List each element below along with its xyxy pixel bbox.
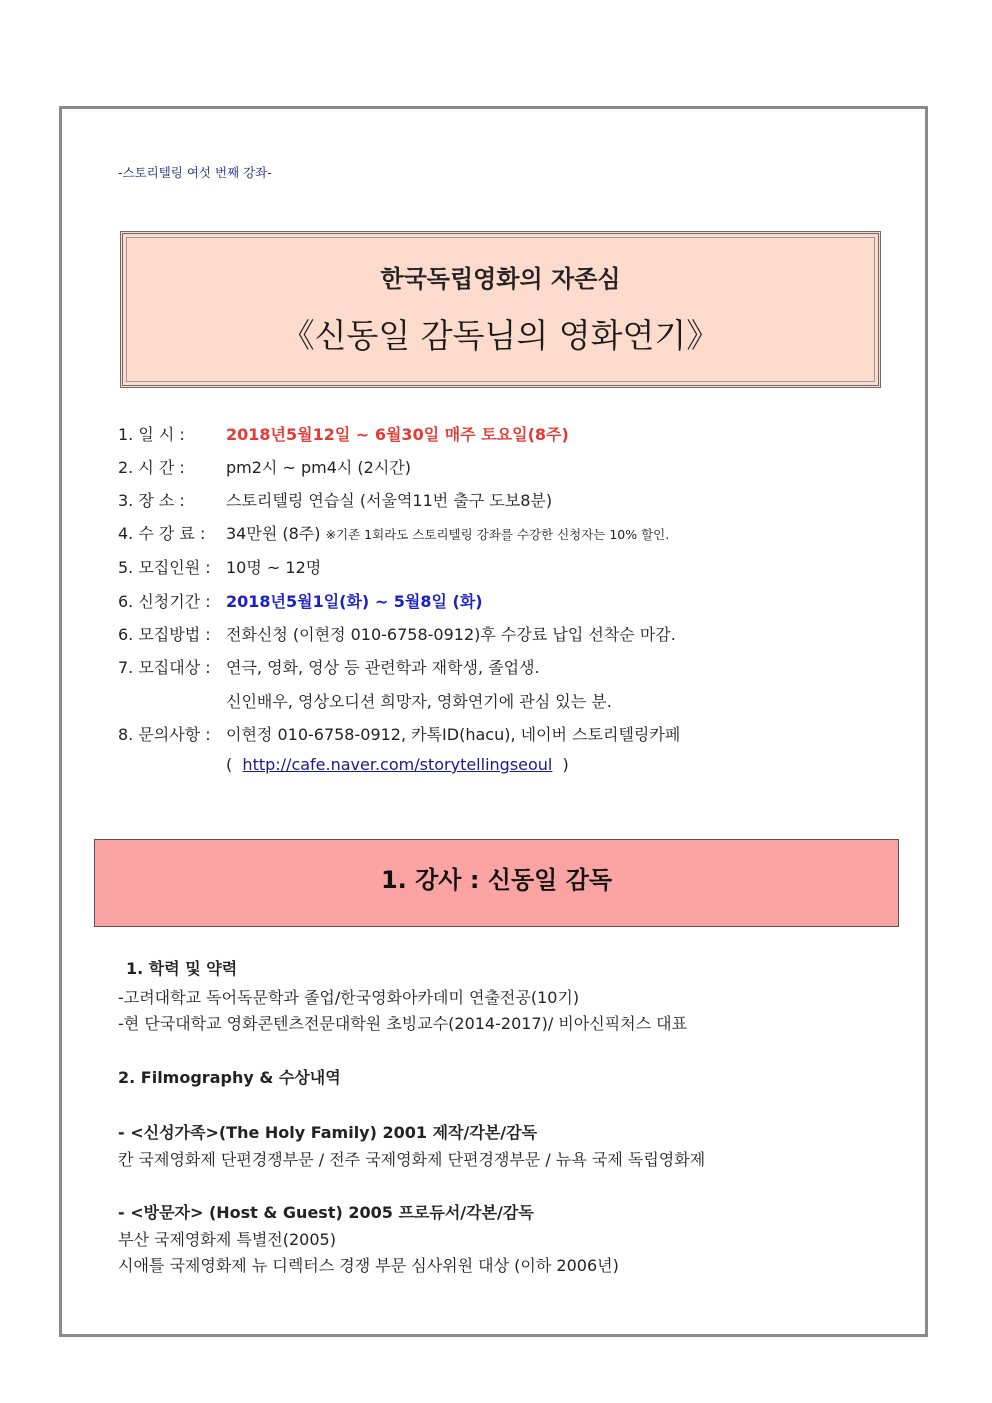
film-award-line: 칸 국제영화제 단편경쟁부문 / 전주 국제영화제 단편경쟁부문 / 뉴욕 국제 독립영화제: [118, 1150, 706, 1169]
info-row-date: [118, 422, 569, 445]
title-line-2: 《신동일 감독님의 영화연기》: [281, 316, 720, 355]
info-row-link: [226, 755, 569, 774]
info-row-contact: [118, 722, 680, 745]
info-row-fee: [118, 521, 669, 544]
lecture-subtitle: -스토리텔링 여섯 번째 강좌-: [118, 165, 272, 180]
info-label: 5. 모집인원 :: [118, 558, 211, 577]
info-label: 2. 시 간 :: [118, 458, 185, 477]
film-award-line: 시애틀 국제영화제 뉴 디렉터스 경쟁 부문 심사위원 대상 (이하 2006년): [118, 1256, 619, 1275]
filmography-heading: 2. Filmography & 수상내역: [118, 1068, 341, 1087]
info-label: 8. 문의사항 :: [118, 725, 211, 744]
info-row-time: [118, 455, 411, 478]
info-row-place: [118, 488, 552, 511]
info-row-apply-period: [118, 589, 483, 612]
info-label: 1. 일 시 :: [118, 425, 185, 444]
info-value: 2018년5월12일 ~ 6월30일 매주 토요일(8주): [226, 425, 569, 444]
link-close-paren: ): [562, 755, 569, 774]
info-label: 3. 장 소 :: [118, 491, 185, 510]
edu-heading: 1. 학력 및 약력: [126, 959, 238, 978]
info-value: 연극, 영화, 영상 등 관련학과 재학생, 졸업생.: [226, 658, 540, 677]
info-value: pm2시 ~ pm4시 (2시간): [226, 458, 411, 477]
edu-line: -현 단국대학교 영화콘텐츠전문대학원 초빙교수(2014-2017)/ 비아신픽처스 대표: [118, 1014, 688, 1033]
info-row-apply-method: [118, 622, 676, 645]
film-title: - <신성가족>(The Holy Family) 2001 제작/각본/감독: [118, 1123, 538, 1142]
info-label: 6. 신청기간 :: [118, 592, 211, 611]
info-value: 34만원 (8주): [226, 524, 321, 543]
info-value: 전화신청 (이현정 010-6758-0912)후 수강료 납입 선착순 마감.: [226, 625, 676, 644]
instructor-heading: 1. 강사 : 신동일 감독: [380, 866, 613, 894]
info-value: 10명 ~ 12명: [226, 558, 322, 577]
info-value: 스토리텔링 연습실 (서울역11번 출구 도보8분): [226, 491, 553, 510]
info-label: 7. 모집대상 :: [118, 658, 211, 677]
info-row-target: [118, 655, 540, 678]
info-note: ※기존 1회라도 스토리텔링 강좌를 수강한 신청자는 10% 할인.: [325, 527, 670, 542]
instructor-heading-box: [94, 839, 899, 927]
film-title: - <방문자> (Host & Guest) 2005 프로듀서/각본/감독: [118, 1203, 534, 1222]
film-award-line: 부산 국제영화제 특별전(2005): [118, 1230, 336, 1249]
title-line-1: 한국독립영화의 자존심: [380, 265, 621, 293]
info-row-target-cont: 신인배우, 영상오디션 희망자, 영화연기에 관심 있는 분.: [226, 692, 612, 711]
link-open-paren: (: [226, 755, 233, 774]
info-label: 6. 모집방법 :: [118, 625, 211, 644]
info-value: 이현정 010-6758-0912, 카톡ID(hacu), 네이버 스토리텔링카페: [226, 725, 681, 744]
info-value: 2018년5월1일(화) ~ 5월8일 (화): [226, 592, 483, 611]
edu-line: -고려대학교 독어독문학과 졸업/한국영화아카데미 연출전공(10기): [118, 988, 580, 1007]
info-row-capacity: [118, 555, 321, 578]
info-label: 4. 수 강 료 :: [118, 524, 206, 543]
cafe-link[interactable]: http://cafe.naver.com/storytellingseoul: [242, 755, 553, 774]
title-box: [120, 231, 881, 388]
